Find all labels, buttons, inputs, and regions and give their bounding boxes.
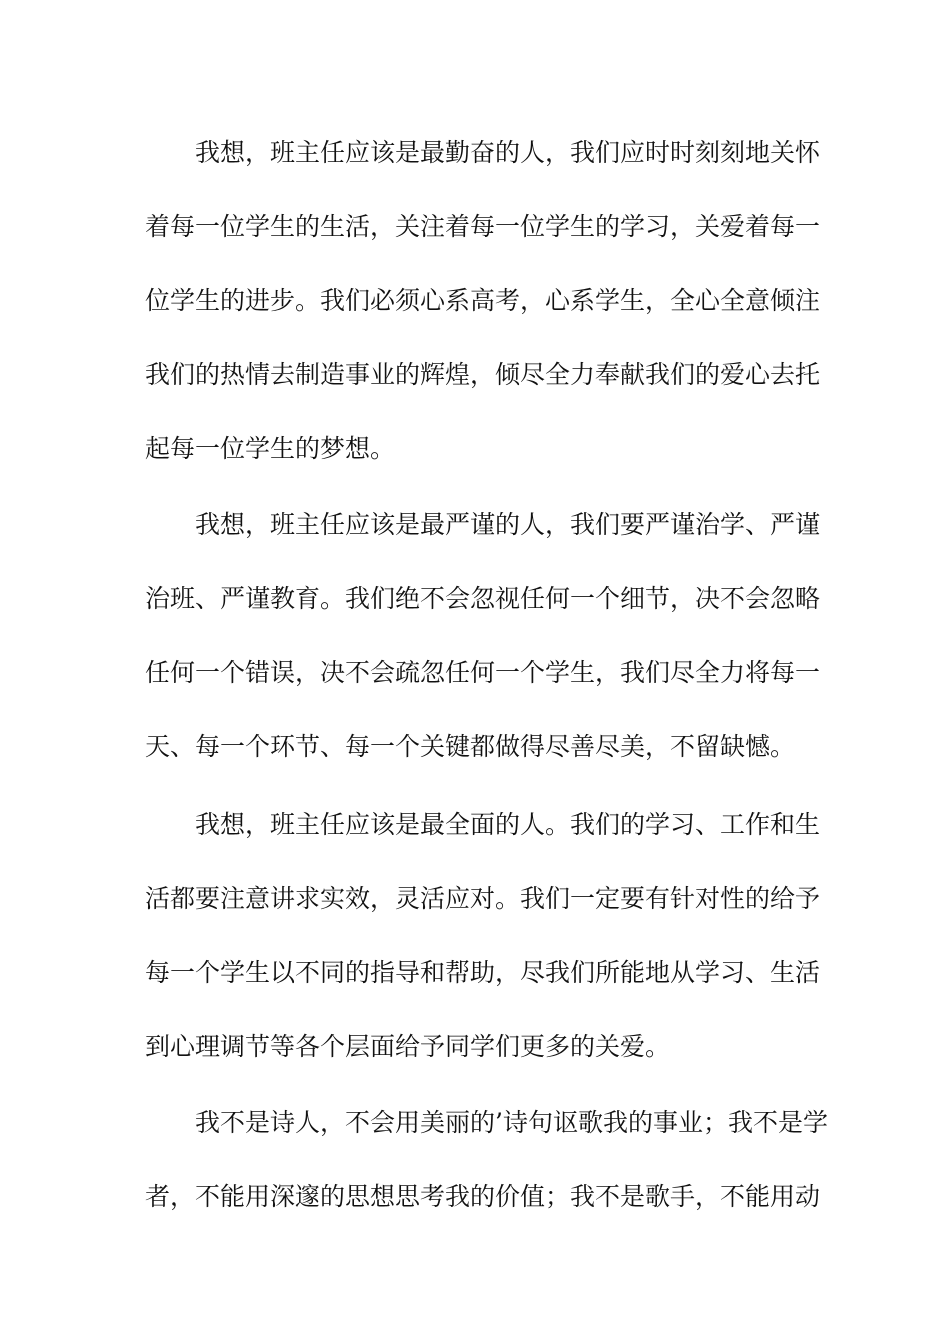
- paragraph-1-line-1: 我想，班主任应该是最勤奋的人，我们应时时刻刻地关怀: [195, 138, 821, 167]
- paragraph-2-line-3: 任何一个错误，决不会疏忽任何一个学生，我们尽全力将每一: [145, 658, 821, 687]
- paragraph-2-line-2: 治班、严谨教育。我们绝不会忽视任何一个细节，决不会忽略: [145, 584, 821, 613]
- paragraph-3-line-4: 到心理调节等各个层面给予同学们更多的关爱。: [145, 1032, 671, 1061]
- paragraph-1-line-5: 起每一位学生的梦想。: [145, 434, 396, 463]
- paragraph-4-line-2: 者，不能用深邃的思想思考我的价值；我不是歌手，不能用动: [145, 1182, 821, 1211]
- paragraph-3-line-2: 活都要注意讲求实效，灵活应对。我们一定要有针对性的给予: [145, 884, 821, 913]
- paragraph-1-line-2: 着每一位学生的生活，关注着每一位学生的学习，关爱着每一: [145, 212, 821, 241]
- paragraph-3-line-3: 每一个学生以不同的指导和帮助，尽我们所能地从学习、生活: [145, 958, 821, 987]
- paragraph-3-line-1: 我想，班主任应该是最全面的人。我们的学习、工作和生: [195, 810, 821, 839]
- paragraph-2-line-1: 我想，班主任应该是最严谨的人，我们要严谨治学、严谨: [195, 510, 821, 539]
- paragraph-1-line-4: 我们的热情去制造事业的辉煌，倾尽全力奉献我们的爱心去托: [145, 360, 821, 389]
- paragraph-1-line-3: 位学生的进步。我们必须心系高考，心系学生，全心全意倾注: [145, 286, 821, 315]
- paragraph-2-line-4: 天、每一个环节、每一个关键都做得尽善尽美，不留缺憾。: [145, 732, 796, 761]
- paragraph-4-line-1: 我不是诗人，不会用美丽的’诗句讴歌我的事业；我不是学: [195, 1108, 828, 1137]
